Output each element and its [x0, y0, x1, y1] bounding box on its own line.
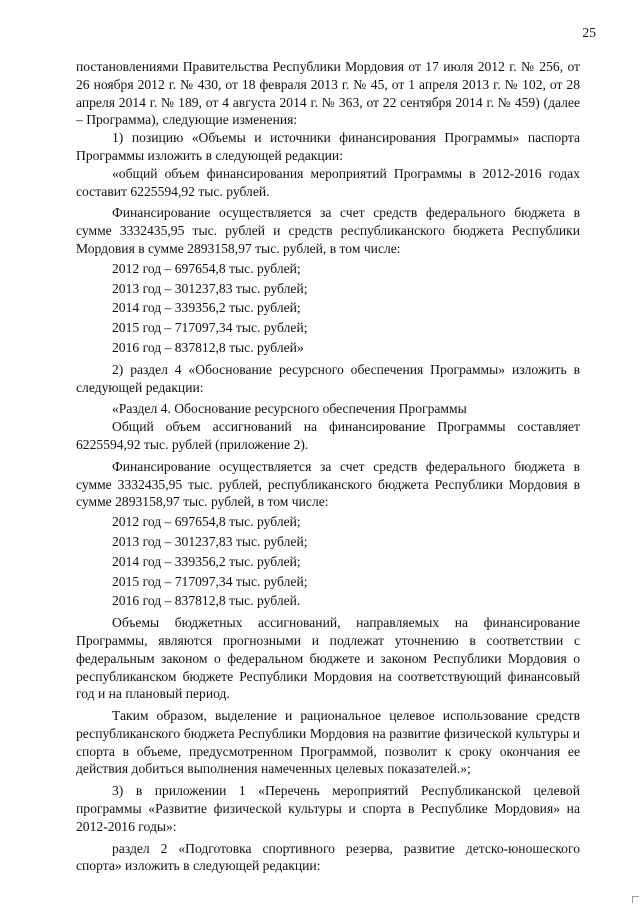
- paragraph: Общий объем ассигнований на финансирование Программы составляет 6225594,92 тыс. рублей (приложение 2).: [76, 419, 580, 452]
- paragraph: «общий объем финансирования мероприятий Программы в 2012-2016 годах составит 6225594,92 тыс. рублей.: [76, 165, 580, 199]
- paragraph: раздел 2 «Подготовка спортивного резерва, развитие детско-юношеского спорта» изложить в следующей редакции:: [76, 840, 580, 874]
- year-line: 2014 год – 339356,2 тыс. рублей;: [112, 553, 301, 569]
- corner-mark: [632, 896, 639, 903]
- year-line: 2012 год – 697654,8 тыс. рублей;: [112, 260, 301, 276]
- page-number: 25: [582, 25, 596, 40]
- year-line: 2015 год – 717097,34 тыс. рублей;: [112, 320, 308, 336]
- paragraph: 1) позицию «Объемы и источники финансирования Программы» паспорта Программы изложить в следующей редакции:: [76, 130, 580, 163]
- year-line: 2013 год – 301237,83 тыс. рублей;: [112, 280, 308, 296]
- year-line: 2015 год – 717097,34 тыс. рублей;: [112, 573, 308, 589]
- section-heading: «Раздел 4. Обоснование ресурсного обеспечения Программы: [112, 401, 467, 417]
- paragraph: Объемы бюджетных ассигнований, направляемых на финансирование Программы, являются прогнозными и подлежат уточнению в соответствии с федеральным законом о федеральном бюджете и законом Республики Мордовия о республиканском бюджете Республики Мордовия на соответствующий финансовый год и на плановый период.: [76, 615, 580, 702]
- paragraph: Финансирование осуществляется за счет средств федерального бюджета в сумме 3332435,95 тыс. рублей и средств республиканского бюджета Республики Мордовия в сумме 2893158,97 тыс. рублей, в том числе:: [76, 205, 580, 256]
- document-body: [76, 58, 580, 875]
- year-line: 2014 год – 339356,2 тыс. рублей;: [112, 300, 301, 316]
- year-line: 2013 год – 301237,83 тыс. рублей;: [112, 533, 308, 549]
- year-line: 2012 год – 697654,8 тыс. рублей;: [112, 514, 301, 530]
- paragraph: Финансирование осуществляется за счет средств федерального бюджета в сумме 3332435,95 тыс. рублей, республиканского бюджета Республики Мордовия в сумме 2893158,97 тыс. рублей, в том числе:: [76, 458, 580, 510]
- paragraph: постановлениями Правительства Республики Мордовия от 17 июля 2012 г. № 256, от 26 ноября 2012 г. № 430, от 18 февраля 2013 г. № 45, от 1 апреля 2013 г. № 102, от 28 апреля 2014 г. № 189, от 4 августа 2014 г. № 363, от 22 сентября 2014 г. № 459) (далее – Программа), следующие изменения:: [76, 59, 580, 128]
- paragraph: Таким образом, выделение и рациональное целевое использование средств республиканского бюджета Республики Мордовия на развитие физической культуры и спорта в объеме, предусмотренном Программой, позволит к сроку окончания ее действия добиться выполнения намеченных целевых показателей.»;: [76, 708, 580, 777]
- paragraph: 2) раздел 4 «Обоснование ресурсного обеспечения Программы» изложить в следующей редакции:: [76, 361, 580, 395]
- paragraph: 3) в приложении 1 «Перечень мероприятий Республиканской целевой программы «Развитие физической культуры и спорта в Республике Мордовия» на 2012-2016 годы»:: [76, 783, 580, 834]
- year-line: 2016 год – 837812,8 тыс. рублей.: [112, 593, 301, 609]
- year-line: 2016 год – 837812,8 тыс. рублей»: [112, 339, 304, 355]
